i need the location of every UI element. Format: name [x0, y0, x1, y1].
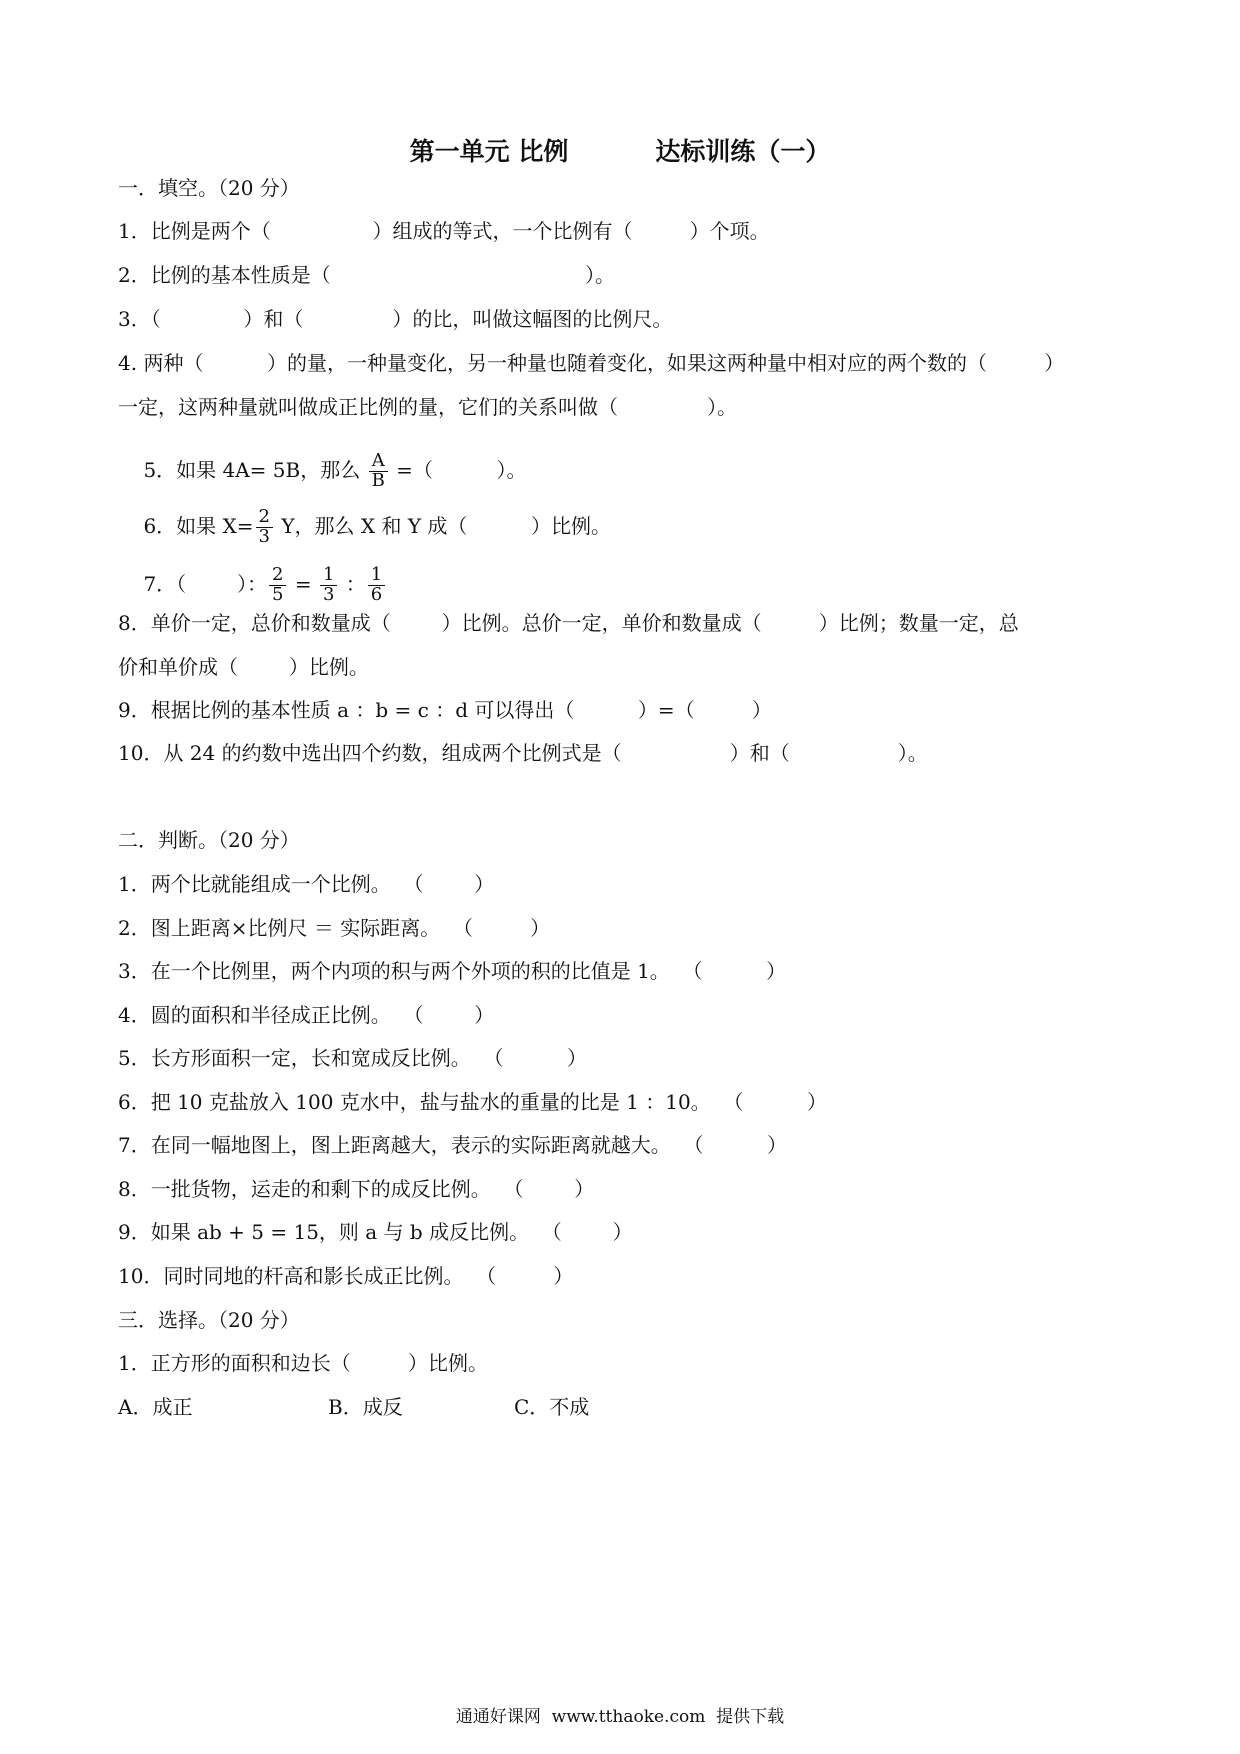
fraction-two-thirds [256, 508, 273, 547]
section2-header: 二．判断。（20 分） [118, 828, 300, 852]
fraction-denominator: 6 [370, 583, 383, 605]
judge-question-8: 8．一批货物，运走的和剩下的成反比例。 （ ） [118, 1177, 595, 1201]
judge-question-2: 2．图上距离×比例尺 ＝ 实际距离。 （ ） [118, 916, 551, 940]
q6-prefix: 6．如果 X= [143, 513, 254, 538]
fraction-denominator: 3 [322, 583, 335, 605]
judge-question-4: 4．圆的面积和半径成正比例。 （ ） [118, 1003, 495, 1027]
fill-question-4b: 一定，这两种量就叫做成正比例的量，它们的关系叫做（ ）。 [118, 395, 738, 419]
fill-question-3: 3．（ ）和（ ）的比，叫做这幅图的比例尺。 [118, 307, 673, 331]
page-title: 第一单元 比例 达标训练（一） [409, 137, 831, 166]
fraction-numerator: A [369, 452, 388, 472]
fill-question-8b: 价和单价成（ ）比例。 [118, 655, 369, 679]
choice-option-c: C．不成 [514, 1395, 590, 1419]
judge-question-1: 1．两个比就能组成一个比例。 （ ） [118, 872, 495, 896]
fraction-a-over-b [369, 452, 388, 491]
choice-option-b: B．成反 [328, 1395, 403, 1419]
fill-question-8a: 8．单价一定，总价和数量成（ ）比例。总价一定，单价和数量成（ ）比例；数量一定，总 [118, 611, 1019, 635]
judge-question-7: 7．在同一幅地图上，图上距离越大，表示的实际距离就越大。 （ ） [118, 1133, 788, 1157]
q6-suffix: Y，那么 X 和 Y 成（ ）比例。 [274, 513, 611, 538]
judge-question-10: 10．同时同地的杆高和影长成正比例。 （ ） [118, 1264, 574, 1288]
q7-equals: = [288, 571, 318, 596]
fraction-two-fifths [269, 566, 286, 605]
q7-prefix: 7．（ ）： [143, 571, 268, 596]
judge-question-9: 9．如果 ab + 5 = 15，则 a 与 b 成反比例。 （ ） [118, 1220, 633, 1244]
fill-question-1: 1．比例是两个（ ）组成的等式，一个比例有（ ）个项。 [118, 219, 770, 243]
choice-question-1: 1．正方形的面积和边长（ ）比例。 [118, 1351, 488, 1375]
judge-question-6: 6．把 10 克盐放入 100 克水中，盐与盐水的重量的比是 1 ：10。 （ ） [118, 1090, 827, 1114]
fraction-numerator: 2 [256, 508, 273, 528]
q5-prefix: 5．如果 4A= 5B，那么 [143, 457, 367, 482]
fraction-numerator: 1 [368, 566, 385, 586]
section3-header: 三．选择。（20 分） [118, 1308, 300, 1332]
fraction-denominator: 3 [258, 525, 270, 547]
fraction-one-third [320, 566, 337, 605]
fraction-denominator: 5 [272, 583, 284, 605]
q5-suffix: =（ ）。 [389, 457, 527, 482]
page-footer: 通通好课网 www.tthaoke.com 提供下载 [455, 1707, 785, 1727]
fill-question-2: 2．比例的基本性质是（ ）。 [118, 263, 616, 287]
fill-question-4a: 4. 两种（ ）的量，一种量变化，另一种量也随着变化，如果这两种量中相对应的两个数的（ ） [118, 351, 1065, 375]
fraction-one-sixth [368, 566, 385, 605]
fill-question-10: 10．从 24 的约数中选出四个约数，组成两个比例式是（ ）和（ ）。 [118, 741, 928, 765]
fraction-numerator: 2 [269, 566, 286, 586]
q7-colon: ： [339, 571, 366, 596]
judge-question-3: 3．在一个比例里，两个内项的积与两个外项的积的比值是 1。 （ ） [118, 959, 787, 983]
section1-header: 一．填空。（20 分） [118, 176, 300, 200]
choice-option-a: A．成正 [118, 1395, 193, 1419]
fraction-numerator: 1 [320, 566, 337, 586]
judge-question-5: 5．长方形面积一定，长和宽成反比例。 （ ） [118, 1046, 588, 1070]
fill-question-9: 9．根据比例的基本性质 a ：b = c ：d 可以得出（ ）=（ ） [118, 698, 772, 722]
fraction-denominator: B [371, 469, 385, 491]
